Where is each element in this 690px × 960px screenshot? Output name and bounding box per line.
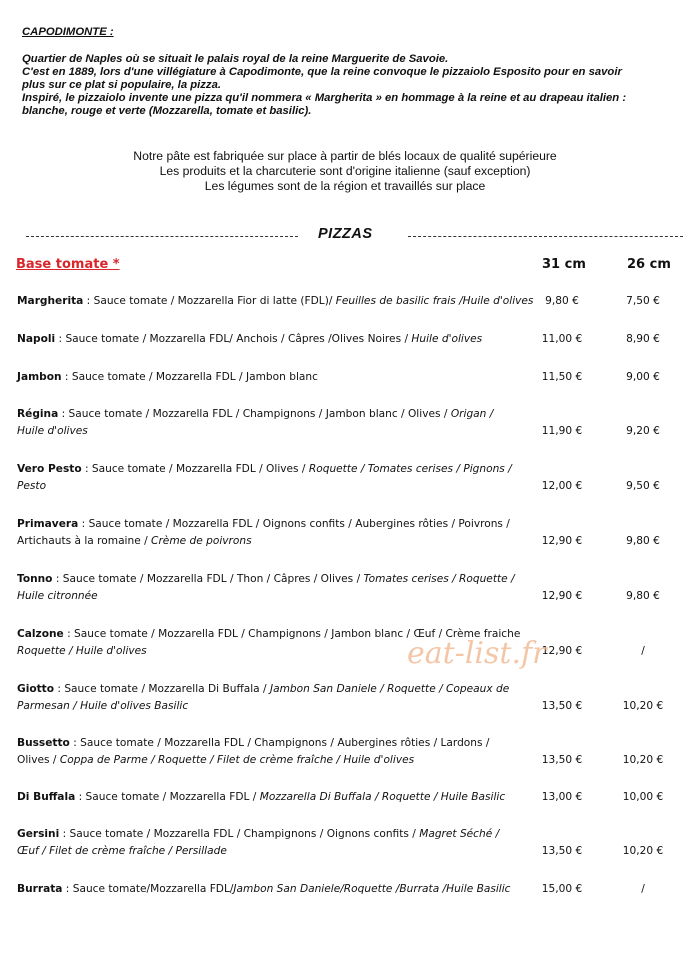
- note-line: Les produits et la charcuterie sont d'origine italienne (sauf exception): [159, 164, 531, 178]
- pizza-ingredients-italic: Origan /: [450, 408, 494, 420]
- menu-item-line: [17, 698, 534, 715]
- pizza-ingredients-italic: Huile d'olives: [411, 333, 483, 345]
- pizza-name: Napoli: [17, 333, 56, 345]
- menu-item-line: [17, 423, 534, 440]
- pizza-ingredients-italic: Tomates cerises / Roquette /: [363, 573, 515, 585]
- pizza-ingredients: : Sauce tomate / Mozzarella Fior di latte (FDL)/: [83, 295, 336, 307]
- price-31cm: 11,50 €: [541, 371, 583, 383]
- price-31cm: 15,00 €: [541, 883, 583, 895]
- menu-item-line: [17, 463, 512, 475]
- menu-item-line: [17, 478, 534, 495]
- price-31cm: 13,50 €: [541, 845, 583, 857]
- pizza-ingredients: : Sauce tomate / Mozzarella FDL / Thon / Câpres / Olives /: [52, 573, 364, 585]
- menu-item-line: [17, 883, 511, 895]
- menu-item-line: [17, 408, 493, 420]
- pizza-ingredients-italic: Huile d'olives: [17, 425, 88, 437]
- menu-item-line: [17, 588, 534, 605]
- menu-item: [17, 826, 534, 860]
- pizza-ingredients-italic: Pesto: [17, 480, 47, 492]
- price-26cm: 8,90 €: [626, 333, 660, 345]
- pizza-name: Di Buffala: [17, 791, 76, 803]
- divider-left: [26, 236, 298, 237]
- menu-item-line: [17, 737, 489, 749]
- pizza-ingredients-italic: Parmesan / Huile d'olives Basilic: [17, 700, 189, 712]
- pizza-name: Régina: [17, 408, 59, 420]
- pizza-ingredients: : Sauce tomate / Mozzarella FDL / Olives /: [81, 463, 309, 475]
- menu-item: [17, 331, 534, 348]
- quality-notes: [0, 149, 690, 194]
- pizza-ingredients: : Sauce tomate / Mozzarella FDL / Champignons / Oignons confits /: [59, 828, 420, 840]
- pizza-ingredients-italic: Œuf / Filet de crème fraîche / Persillade: [17, 845, 227, 857]
- menu-item: [17, 681, 534, 715]
- divider-right: [408, 236, 683, 237]
- menu-item: [17, 735, 534, 769]
- menu-item: [17, 406, 534, 440]
- pizza-ingredients: : Sauce tomate/Mozzarella FDL/: [62, 883, 234, 895]
- pizza-ingredients-italic: Mozzarella Di Buffala / Roquette / Huile Basilic: [259, 791, 506, 803]
- pizza-ingredients-italic: Coppa de Parme / Roquette / Filet de crème fraîche / Huile d'olives: [59, 754, 415, 766]
- price-26cm: 10,20 €: [622, 700, 664, 712]
- pizza-ingredients-italic: Magret Séché /: [419, 828, 500, 840]
- intro-heading: CAPODIMONTE :: [22, 26, 114, 38]
- menu-item: [17, 461, 534, 495]
- pizza-name: Calzone: [17, 628, 64, 640]
- price-26cm: /: [641, 645, 645, 657]
- price-31cm: 13,50 €: [541, 754, 583, 766]
- pizza-ingredients: : Sauce tomate / Mozzarella FDL / Champignons / Jambon blanc / Œuf / Crème fraiche: [63, 628, 521, 640]
- menu-item-line: [17, 683, 509, 695]
- section-title: PIZZAS: [318, 226, 373, 242]
- pizza-name: Primavera: [17, 518, 79, 530]
- price-31cm: 13,00 €: [541, 791, 583, 803]
- pizza-name: Vero Pesto: [17, 463, 82, 475]
- menu-item-line: [17, 573, 515, 585]
- menu-item-line: [17, 295, 533, 307]
- menu-item: [17, 571, 534, 605]
- price-26cm: 9,80 €: [626, 535, 660, 547]
- price-26cm: 9,80 €: [626, 590, 660, 602]
- pizza-ingredients: : Sauce tomate / Mozzarella FDL / Champignons / Jambon blanc / Olives /: [58, 408, 451, 420]
- menu-item: [17, 881, 534, 898]
- price-26cm: 9,50 €: [626, 480, 660, 492]
- price-31cm: 12,90 €: [541, 590, 583, 602]
- pizza-name: Gersini: [17, 828, 60, 840]
- pizza-ingredients: : Sauce tomate / Mozzarella Di Buffala /: [54, 683, 270, 695]
- pizza-ingredients-italic: Jambon San Daniele/Roquette /Burrata /Huile Basilic: [233, 883, 511, 895]
- size-header-31: 31 cm: [542, 257, 586, 272]
- price-26cm: 10,20 €: [622, 845, 664, 857]
- pizza-ingredients: Artichauts à la romaine /: [17, 535, 152, 547]
- price-26cm: 9,00 €: [626, 371, 660, 383]
- intro-line: plus sur ce plat si populaire, la pizza.: [22, 79, 222, 91]
- intro-block: [22, 26, 672, 118]
- pizza-name: Bussetto: [17, 737, 70, 749]
- pizza-ingredients: : Sauce tomate / Mozzarella FDL / Jambon blanc: [61, 371, 318, 383]
- menu-item: [17, 293, 534, 310]
- price-26cm: 7,50 €: [626, 295, 660, 307]
- pizza-ingredients-italic: Huile citronnée: [17, 590, 98, 602]
- pizza-ingredients-italic: Roquette / Tomates cerises / Pignons /: [308, 463, 512, 475]
- menu-item-line: [17, 791, 505, 803]
- menu-item-line: [17, 843, 534, 860]
- menu-item-line: [17, 828, 499, 840]
- menu-item-line: [17, 371, 318, 383]
- pizza-ingredients: : Sauce tomate / Mozzarella FDL / Champignons / Aubergines rôties / Lardons /: [69, 737, 490, 749]
- price-31cm: 11,90 €: [541, 425, 583, 437]
- watermark: eat-list.fr: [407, 636, 547, 671]
- price-31cm: 13,50 €: [541, 700, 583, 712]
- price-31cm: 12,90 €: [541, 645, 583, 657]
- price-26cm: 9,20 €: [626, 425, 660, 437]
- price-31cm: 12,90 €: [541, 535, 583, 547]
- pizza-ingredients: Olives /: [17, 754, 60, 766]
- pizza-name: Tonno: [17, 573, 53, 585]
- pizza-name: Jambon: [17, 371, 62, 383]
- pizza-ingredients-italic: Feuilles de basilic frais /Huile d'olives: [335, 295, 534, 307]
- price-31cm: 11,00 €: [541, 333, 583, 345]
- menu-item-line: [17, 518, 510, 530]
- note-line: Les légumes sont de la région et travaillés sur place: [204, 179, 486, 193]
- pizza-ingredients: : Sauce tomate / Mozzarella FDL / Oignons confits / Aubergines rôties / Poivrons /: [78, 518, 510, 530]
- intro-line: Quartier de Naples où se situait le palais royal de la reine Marguerite de Savoie.: [22, 53, 449, 65]
- pizza-ingredients-italic: Crème de poivrons: [151, 535, 252, 547]
- intro-line: blanche, rouge et verte (Mozzarella, tomate et basilic).: [22, 105, 312, 117]
- price-26cm: /: [641, 883, 645, 895]
- menu-item: [17, 789, 534, 806]
- pizza-ingredients-italic: Roquette / Huile d'olives: [17, 645, 147, 657]
- pizza-name: Giotto: [17, 683, 55, 695]
- menu-item: [17, 516, 534, 550]
- intro-line: Inspiré, le pizzaiolo invente une pizza qu'il nommera « Margherita » en hommage à la reine et au drapeau italien :: [22, 92, 627, 104]
- price-26cm: 10,00 €: [622, 791, 664, 803]
- price-31cm: 9,80 €: [545, 295, 579, 307]
- menu-item: [17, 369, 534, 386]
- pizza-ingredients-italic: Jambon San Daniele / Roquette / Copeaux de: [269, 683, 510, 695]
- pizza-ingredients: : Sauce tomate / Mozzarella FDL/ Anchois / Câpres /Olives Noires /: [55, 333, 412, 345]
- menu-item-line: [17, 533, 534, 550]
- pizza-name: Margherita: [17, 295, 84, 307]
- price-31cm: 12,00 €: [541, 480, 583, 492]
- menu-item-line: [17, 333, 482, 345]
- pizza-ingredients: : Sauce tomate / Mozzarella FDL /: [75, 791, 260, 803]
- note-line: Notre pâte est fabriquée sur place à partir de blés locaux de qualité supérieure: [133, 149, 557, 163]
- pizza-name: Burrata: [17, 883, 63, 895]
- size-header-26: 26 cm: [627, 257, 671, 272]
- price-26cm: 10,20 €: [622, 754, 664, 766]
- base-tomate-label: Base tomate *: [16, 257, 120, 272]
- intro-line: C'est en 1889, lors d'une villégiature à Capodimonte, que la reine convoque le pizzaiolo Esposito pour en savoir: [22, 66, 622, 78]
- menu-item-line: [17, 752, 534, 769]
